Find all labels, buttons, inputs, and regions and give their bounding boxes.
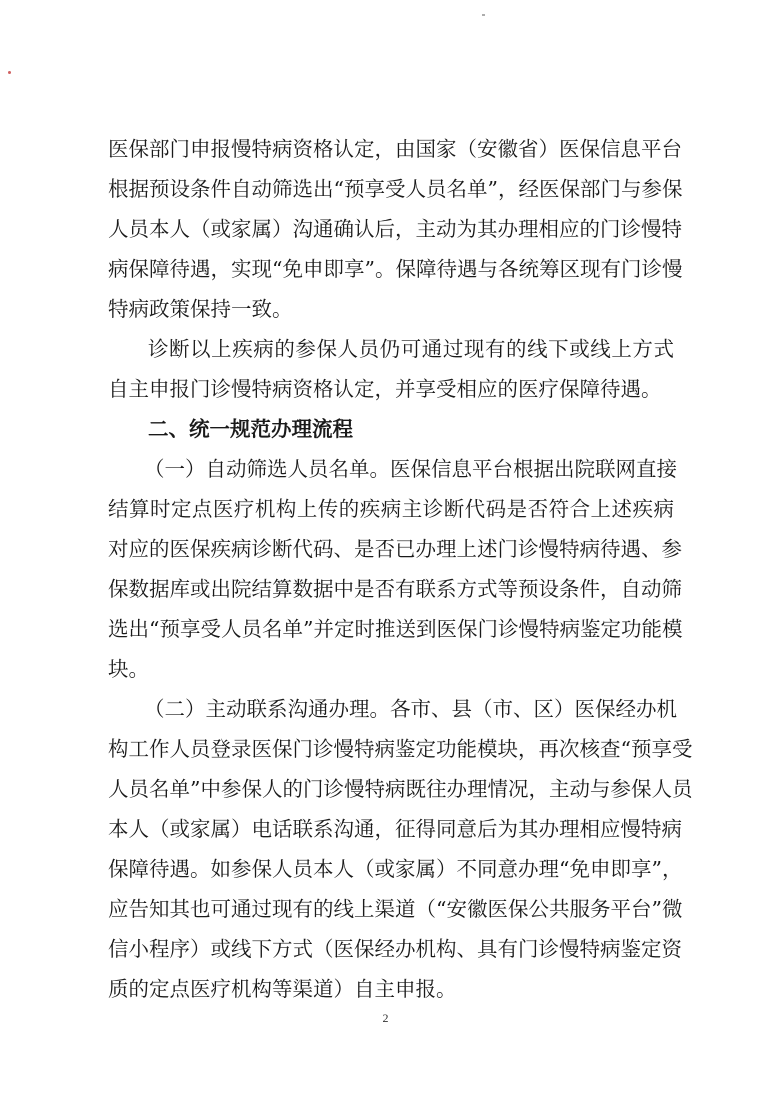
body-text-line: 诊断以上疾病的参保人员仍可通过现有的线下或线上方式	[148, 337, 674, 361]
body-text-line: 结算时定点医疗机构上传的疾病主诊断代码是否符合上述疾病	[108, 497, 674, 521]
body-text-line: 人员本人（或家属）沟通确认后，主动为其办理相应的门诊慢特	[108, 217, 682, 241]
scan-speck	[8, 71, 11, 74]
body-text-line: 构工作人员登录医保门诊慢特病鉴定功能模块，再次核查“预享受	[108, 737, 693, 761]
body-text-line: 块。	[108, 657, 149, 681]
body-text-line: （二）主动联系沟通办理。各市、县（市、区）医保经办机	[144, 697, 677, 721]
body-text-line: 信小程序）或线下方式（医保经办机构、具有门诊慢特病鉴定资	[108, 937, 682, 961]
body-text-line: 对应的医保疾病诊断代码、是否已办理上述门诊慢特病待遇、参	[108, 537, 682, 561]
body-text-line: 根据预设条件自动筛选出“预享受人员名单”，经医保部门与参保	[108, 177, 683, 201]
body-text-line: 选出“预享受人员名单”并定时推送到医保门诊慢特病鉴定功能模	[108, 617, 683, 641]
body-text-line: 特病政策保持一致。	[108, 297, 293, 321]
body-text-line: 病保障待遇，实现“免申即享”。保障待遇与各统筹区现有门诊慢	[108, 257, 683, 281]
body-text-line: 质的定点医疗机构等渠道）自主申报。	[108, 977, 457, 1001]
body-text-line: 人员名单”中参保人的门诊慢特病既往办理情况，主动与参保人员	[108, 777, 693, 801]
page-number: 2	[382, 1011, 389, 1025]
body-text-line: 保障待遇。如参保人员本人（或家属）不同意办理“免申即享”，	[108, 857, 683, 881]
section-heading: 二、统一规范办理流程	[148, 417, 353, 441]
body-text-line: 本人（或家属）电话联系沟通，征得同意后为其办理相应慢特病	[108, 817, 682, 841]
body-text-line: 应告知其也可通过现有的线上渠道（“安徽医保公共服务平台”微	[108, 897, 683, 921]
body-text-line: 医保部门申报慢特病资格认定，由国家（安徽省）医保信息平台	[108, 137, 682, 161]
body-text-line: 保数据库或出院结算数据中是否有联系方式等预设条件，自动筛	[108, 577, 682, 601]
body-text-line: 自主申报门诊慢特病资格认定，并享受相应的医疗保障待遇。	[108, 377, 662, 401]
scan-speck	[482, 14, 485, 16]
body-text-line: （一）自动筛选人员名单。医保信息平台根据出院联网直接	[144, 457, 677, 481]
